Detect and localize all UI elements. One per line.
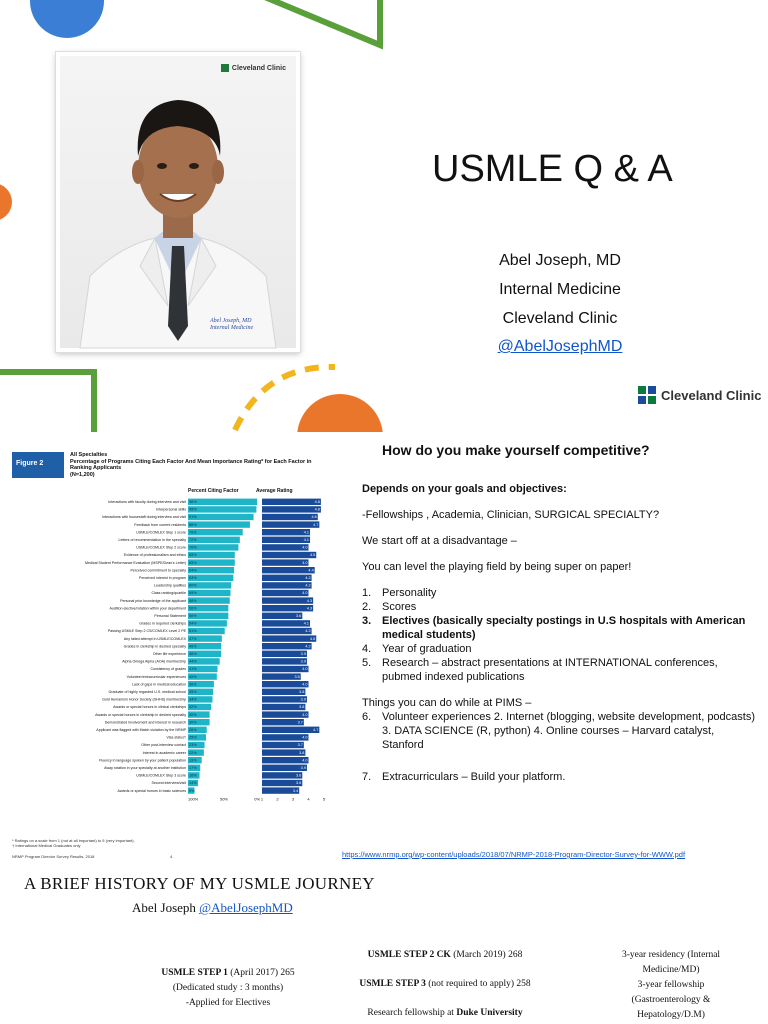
percent-value-label: 56%: [189, 606, 197, 611]
rating-bar: [262, 506, 321, 512]
rating-axis-tick: 4: [307, 796, 310, 802]
factor-label: Alpha Omega Alpha (AOA) membership: [122, 659, 186, 664]
rating-value-label: 4.2: [305, 629, 311, 634]
factor-label: Volunteer/extracurricular experiences: [126, 674, 186, 679]
source-url-link[interactable]: https://www.nrmp.org/wp-content/uploads/2018/07/NRMP-2018-Program-Director-Survey-for-WWW.pdf: [342, 850, 686, 859]
factor-label: Grades in required clerkships: [139, 621, 186, 626]
factor-label: Awards or special honors in basic sciences: [117, 788, 186, 793]
author-department: Internal Medicine: [499, 281, 621, 298]
footnote-2: † International Medical Graduates only: [12, 843, 81, 848]
orange-half-circle-decoration: [0, 183, 12, 221]
percent-value-label: 60%: [189, 583, 197, 588]
rating-value-label: 3.8: [299, 690, 305, 694]
factor-label: Other post-interview contact: [141, 743, 186, 748]
advice-text: [362, 482, 757, 796]
rating-value-label: 4.1: [303, 538, 310, 542]
percent-value-label: 9%: [189, 788, 195, 793]
factor-label: Interactions with faculty during interview and visit: [108, 500, 186, 504]
rating-value-label: 4.0: [302, 667, 308, 672]
portrait-illustration: [60, 56, 296, 348]
rating-value-label: 4.0: [302, 591, 308, 596]
factors-bar-chart: [12, 496, 326, 836]
rating-bar: [262, 635, 316, 641]
rating-value-label: 3.8: [299, 705, 305, 710]
percent-value-label: 41%: [189, 667, 197, 672]
rating-value-label: 3.7: [297, 720, 303, 725]
percent-value-label: 63%: [189, 576, 197, 580]
rating-value-label: 3.9: [300, 766, 306, 770]
rating-value-label: 4.3: [306, 606, 313, 611]
rating-value-label: 4.5: [309, 553, 316, 558]
rating-bar: [262, 552, 316, 558]
residency-block: 3-year residency (Internal Medicine/MD) 3-year fellowship (Gastroenterology & Hepatology/D.M): [621, 950, 721, 1020]
percent-value-label: 46%: [189, 652, 197, 656]
percent-value-label: 70%: [189, 545, 197, 550]
rating-value-label: 3.6: [296, 781, 302, 786]
green-triangle-decoration: [250, 0, 390, 60]
percent-value-label: 76%: [189, 530, 197, 535]
rating-value-label: 3.9: [300, 652, 306, 656]
factor-label: USMLE/COMLEX Step 2 score: [136, 545, 186, 550]
percent-value-label: 25%: [189, 735, 197, 740]
disadvantage-line: We start off at a disadvantage –: [362, 535, 517, 547]
factor-label: Any failed attempt in USMLE/COMLEX: [123, 636, 186, 641]
factor-label: Consistency of grades: [150, 667, 186, 672]
author-institution: Cleveland Clinic: [502, 310, 618, 327]
rating-value-label: 3.4: [292, 788, 299, 793]
history-slide: [0, 866, 768, 1024]
factor-label: Gold Humanism Honor Society (GHHS) membership: [102, 697, 186, 702]
green-corner-decoration: [0, 366, 100, 436]
percent-column-header: Percent Citing Factor: [188, 488, 239, 494]
rating-column-header: Average Rating: [256, 488, 293, 494]
percent-axis-tick: 100%: [188, 796, 199, 802]
rating-value-label: 4.7: [313, 728, 319, 732]
factor-label: Grades in clerkship in desired specialty: [123, 644, 186, 649]
rating-value-label: 3.6: [296, 614, 302, 618]
rating-bar: [262, 521, 319, 527]
factor-label: Graduate of highly regarded U.S. medical school: [108, 690, 186, 694]
rating-value-label: 4.0: [302, 545, 308, 550]
percent-value-label: 56%: [189, 614, 197, 618]
percent-value-label: 40%: [189, 674, 197, 679]
photo-cleveland-clinic-logo: Cleveland Clinic: [221, 64, 286, 72]
list-item: 3. Electives (basically specialty postings in U.S hospitals with American medical students): [362, 615, 746, 641]
blue-circle-decoration: [30, 0, 104, 38]
cleveland-clinic-mark-icon: [638, 386, 656, 404]
rating-bar: [262, 582, 312, 588]
rating-bar: [262, 567, 315, 573]
rating-value-label: 4.0: [302, 682, 308, 687]
cleveland-clinic-logo: Cleveland Clinic: [638, 386, 761, 404]
list-item: 1. Personality: [362, 587, 437, 599]
percent-bar: [188, 506, 256, 512]
author-name: Abel Joseph, MD: [499, 252, 621, 269]
percent-value-label: 35%: [189, 690, 197, 694]
factor-label: Perceived interest in program: [139, 576, 186, 580]
rating-axis-tick: 1: [260, 796, 264, 802]
figure-header: [12, 452, 320, 478]
percent-value-label: 32%: [189, 705, 197, 710]
title-slide: [0, 0, 768, 430]
rating-value-label: 4.0: [302, 712, 308, 717]
history-handle-link[interactable]: @AbelJosephMD: [199, 900, 293, 915]
step2-step3-block: USMLE STEP 2 CK (March 2019) 268 USMLE STEP 3 (not required to apply) 258 Research fellowship at Duke University: [359, 950, 531, 1018]
percent-axis-tick: 50%: [219, 796, 229, 802]
factor-label: Passing USMLE Step 2 CS/COMLEX Level 2 PE: [107, 629, 186, 634]
percent-axis-tick: 0%: [254, 796, 260, 802]
slide-title: USMLE Q & A: [432, 148, 673, 190]
rating-value-label: 4.5: [309, 636, 316, 641]
factor-label: Lack of gaps in medical education: [131, 682, 186, 687]
list-item: 7. Extracurriculars – Build your platform.: [362, 771, 566, 783]
factor-label: USMLE/COMLEX Step 1 score: [136, 530, 186, 535]
extracurricular-list: [362, 770, 757, 784]
rating-value-label: 3.9: [300, 659, 306, 664]
factor-label: Medical Student Performance Evaluation (MSPE/Dean's Letter): [85, 560, 186, 565]
figure-source: NRMP Program Director Survey Results, 2018: [12, 854, 95, 859]
percent-value-label: 65%: [189, 553, 197, 558]
factor-label: Audition elective/rotation within your department: [109, 606, 186, 611]
rating-bar: [262, 643, 312, 649]
list-item: 5. Research – abstract presentations at INTERNATIONAL conferences, pubmed indexed publications: [362, 657, 718, 683]
factor-label: USMLE/COMLEX Step 3 score: [136, 773, 186, 778]
rating-axis-tick: 2: [276, 796, 279, 802]
rating-value-label: 4.2: [305, 583, 311, 588]
rating-value-label: 3.5: [294, 674, 300, 679]
percent-value-label: 46%: [189, 644, 197, 649]
coat-embroidery: Abel Joseph, MD Internal Medicine: [210, 318, 254, 331]
percent-value-label: 26%: [189, 728, 197, 732]
percent-value-label: 17%: [189, 766, 197, 770]
percent-value-label: 86%: [189, 522, 197, 527]
factor-label: Personal prior knowledge of the applicant: [120, 598, 186, 603]
factor-label: Personal Statement: [154, 614, 186, 618]
step1-block: USMLE STEP 1 (April 2017) 265 (Dedicated study : 3 months) -Applied for Electives: [161, 968, 295, 1008]
rating-bar: [262, 597, 313, 603]
competitiveness-slide: [0, 432, 768, 864]
rating-value-label: 4.7: [313, 522, 319, 527]
factor-label: Other life experience: [152, 652, 186, 656]
factor-label: Perceived commitment to specialty: [130, 568, 186, 573]
factor-label: Interest in academic career: [142, 750, 186, 755]
headshot-photo: [56, 52, 300, 352]
factor-label: Applicant was flagged with Match violation by the NRMP: [96, 728, 186, 732]
percent-value-label: 44%: [189, 659, 197, 664]
factor-label: Fluency in language spoken by your patient population: [99, 758, 186, 763]
rating-value-label: 3.7: [297, 743, 303, 748]
rating-bar: [262, 727, 319, 733]
pims-intro: Things you can do while at PIMS –: [362, 697, 532, 709]
rating-value-label: 3.6: [296, 773, 302, 778]
list-item: 6. Volunteer experiences 2. Internet (blogging, website development, podcasts) 3. DATA SCIENCE (R, python) 4. Online courses – Harvard catalyst, Stanford: [362, 711, 756, 751]
percent-value-label: 34%: [189, 697, 197, 702]
factor-label: Evidence of professionalism and ethics: [123, 553, 186, 558]
percent-value-label: 47%: [189, 636, 197, 641]
factor-label: Interpersonal skills: [156, 507, 186, 512]
rating-bar: [262, 605, 313, 611]
paths-line: -Fellowships , Academia, Clinician, SURGICAL SPECIALTY?: [362, 509, 660, 521]
footnote-1: * Ratings on a scale from 1 (not at all important) to 5 (very important).: [12, 838, 135, 843]
rating-value-label: 4.3: [306, 598, 313, 603]
factor-label: Visa status†: [166, 735, 186, 740]
percent-value-label: 59%: [189, 591, 197, 596]
pims-list: [362, 710, 757, 752]
percent-value-label: 16%: [189, 773, 197, 778]
rating-bar: [262, 499, 321, 505]
rating-value-label: 3.8: [299, 750, 305, 755]
factor-label: Feedback from current residents: [134, 522, 186, 527]
list-item: 4. Year of graduation: [362, 643, 472, 655]
figure-label: Figure 2: [12, 452, 64, 478]
factor-label: Away rotation in your specialty at another institution: [104, 766, 186, 770]
percent-value-label: 19%: [189, 758, 197, 763]
factor-label: Interactions with housestaff during interview and visit: [102, 515, 186, 520]
history-author: Abel Joseph @AbelJosephMD: [132, 900, 293, 915]
percent-value-label: 14%: [189, 781, 197, 786]
rating-value-label: 4.2: [305, 576, 311, 580]
factor-label: Awards or special honors in clerkship in desired specialty: [95, 712, 186, 717]
nrmp-figure: [12, 444, 326, 850]
rating-value-label: 4.8: [314, 500, 320, 504]
rating-value-label: 4.0: [302, 758, 308, 763]
percent-value-label: 30%: [189, 712, 197, 717]
percent-value-label: 91%: [189, 515, 197, 520]
factor-label: Second interview/visit: [151, 781, 186, 786]
history-title: A BRIEF HISTORY OF MY USMLE JOURNEY: [24, 874, 375, 893]
slide-heading: How do you make yourself competitive?: [382, 442, 650, 458]
percent-value-label: 30%: [189, 720, 197, 725]
goals-line: Depends on your goals and objectives:: [362, 483, 567, 495]
factor-label: Leadership qualities: [154, 583, 186, 588]
percent-value-label: 58%: [189, 598, 197, 603]
percent-value-label: 51%: [189, 629, 197, 634]
percent-value-label: 64%: [189, 568, 197, 573]
percent-value-label: 65%: [189, 560, 197, 565]
rating-axis-tick: 5: [322, 796, 326, 802]
percent-value-label: 54%: [189, 621, 197, 626]
competitive-factors-list: [362, 586, 757, 684]
factor-label: Class ranking/quartile: [151, 591, 186, 596]
percent-value-label: 22%: [189, 750, 197, 755]
percent-bar: [188, 521, 250, 527]
rating-axis-tick: 3: [291, 796, 295, 802]
rating-value-label: 4.0: [302, 735, 308, 740]
percent-value-label: 23%: [189, 743, 197, 748]
figure-title: All Specialties Percentage of Programs Citing Each Factor And Mean Importance Rating* for Each Factor in Ranking Applicants (N=1,200): [70, 452, 312, 478]
factor-label: Letters of recommendation in the specialty: [118, 538, 186, 542]
list-item: 2. Scores: [362, 601, 417, 613]
rating-value-label: 4.1: [303, 530, 310, 535]
percent-value-label: 95%: [189, 507, 197, 512]
rating-value-label: 4.4: [308, 568, 314, 573]
percent-bar: [188, 499, 257, 505]
rating-bar: [262, 575, 312, 581]
rating-bar: [262, 628, 312, 634]
rating-value-label: 4.2: [305, 644, 311, 649]
rating-value-label: 4.8: [314, 507, 320, 512]
twitter-handle-link[interactable]: @AbelJosephMD: [497, 338, 623, 355]
percent-bar: [188, 514, 254, 520]
factor-label: Demonstrated involvement and interest in research: [104, 720, 186, 725]
percent-value-label: 72%: [189, 538, 197, 542]
percent-value-label: 36%: [189, 682, 197, 687]
rating-value-label: 4.6: [311, 515, 317, 520]
percent-value-label: 96%: [189, 500, 197, 504]
rating-value-label: 4.0: [302, 560, 308, 565]
rating-bar: [262, 514, 318, 520]
factor-label: Awards or special honors in clinical clerkships: [113, 705, 186, 710]
level-line: You can level the playing field by being super on paper!: [362, 561, 632, 573]
rating-value-label: 3.9: [300, 697, 306, 702]
figure-page-number: 4: [170, 854, 173, 859]
rating-value-label: 4.1: [303, 621, 310, 626]
